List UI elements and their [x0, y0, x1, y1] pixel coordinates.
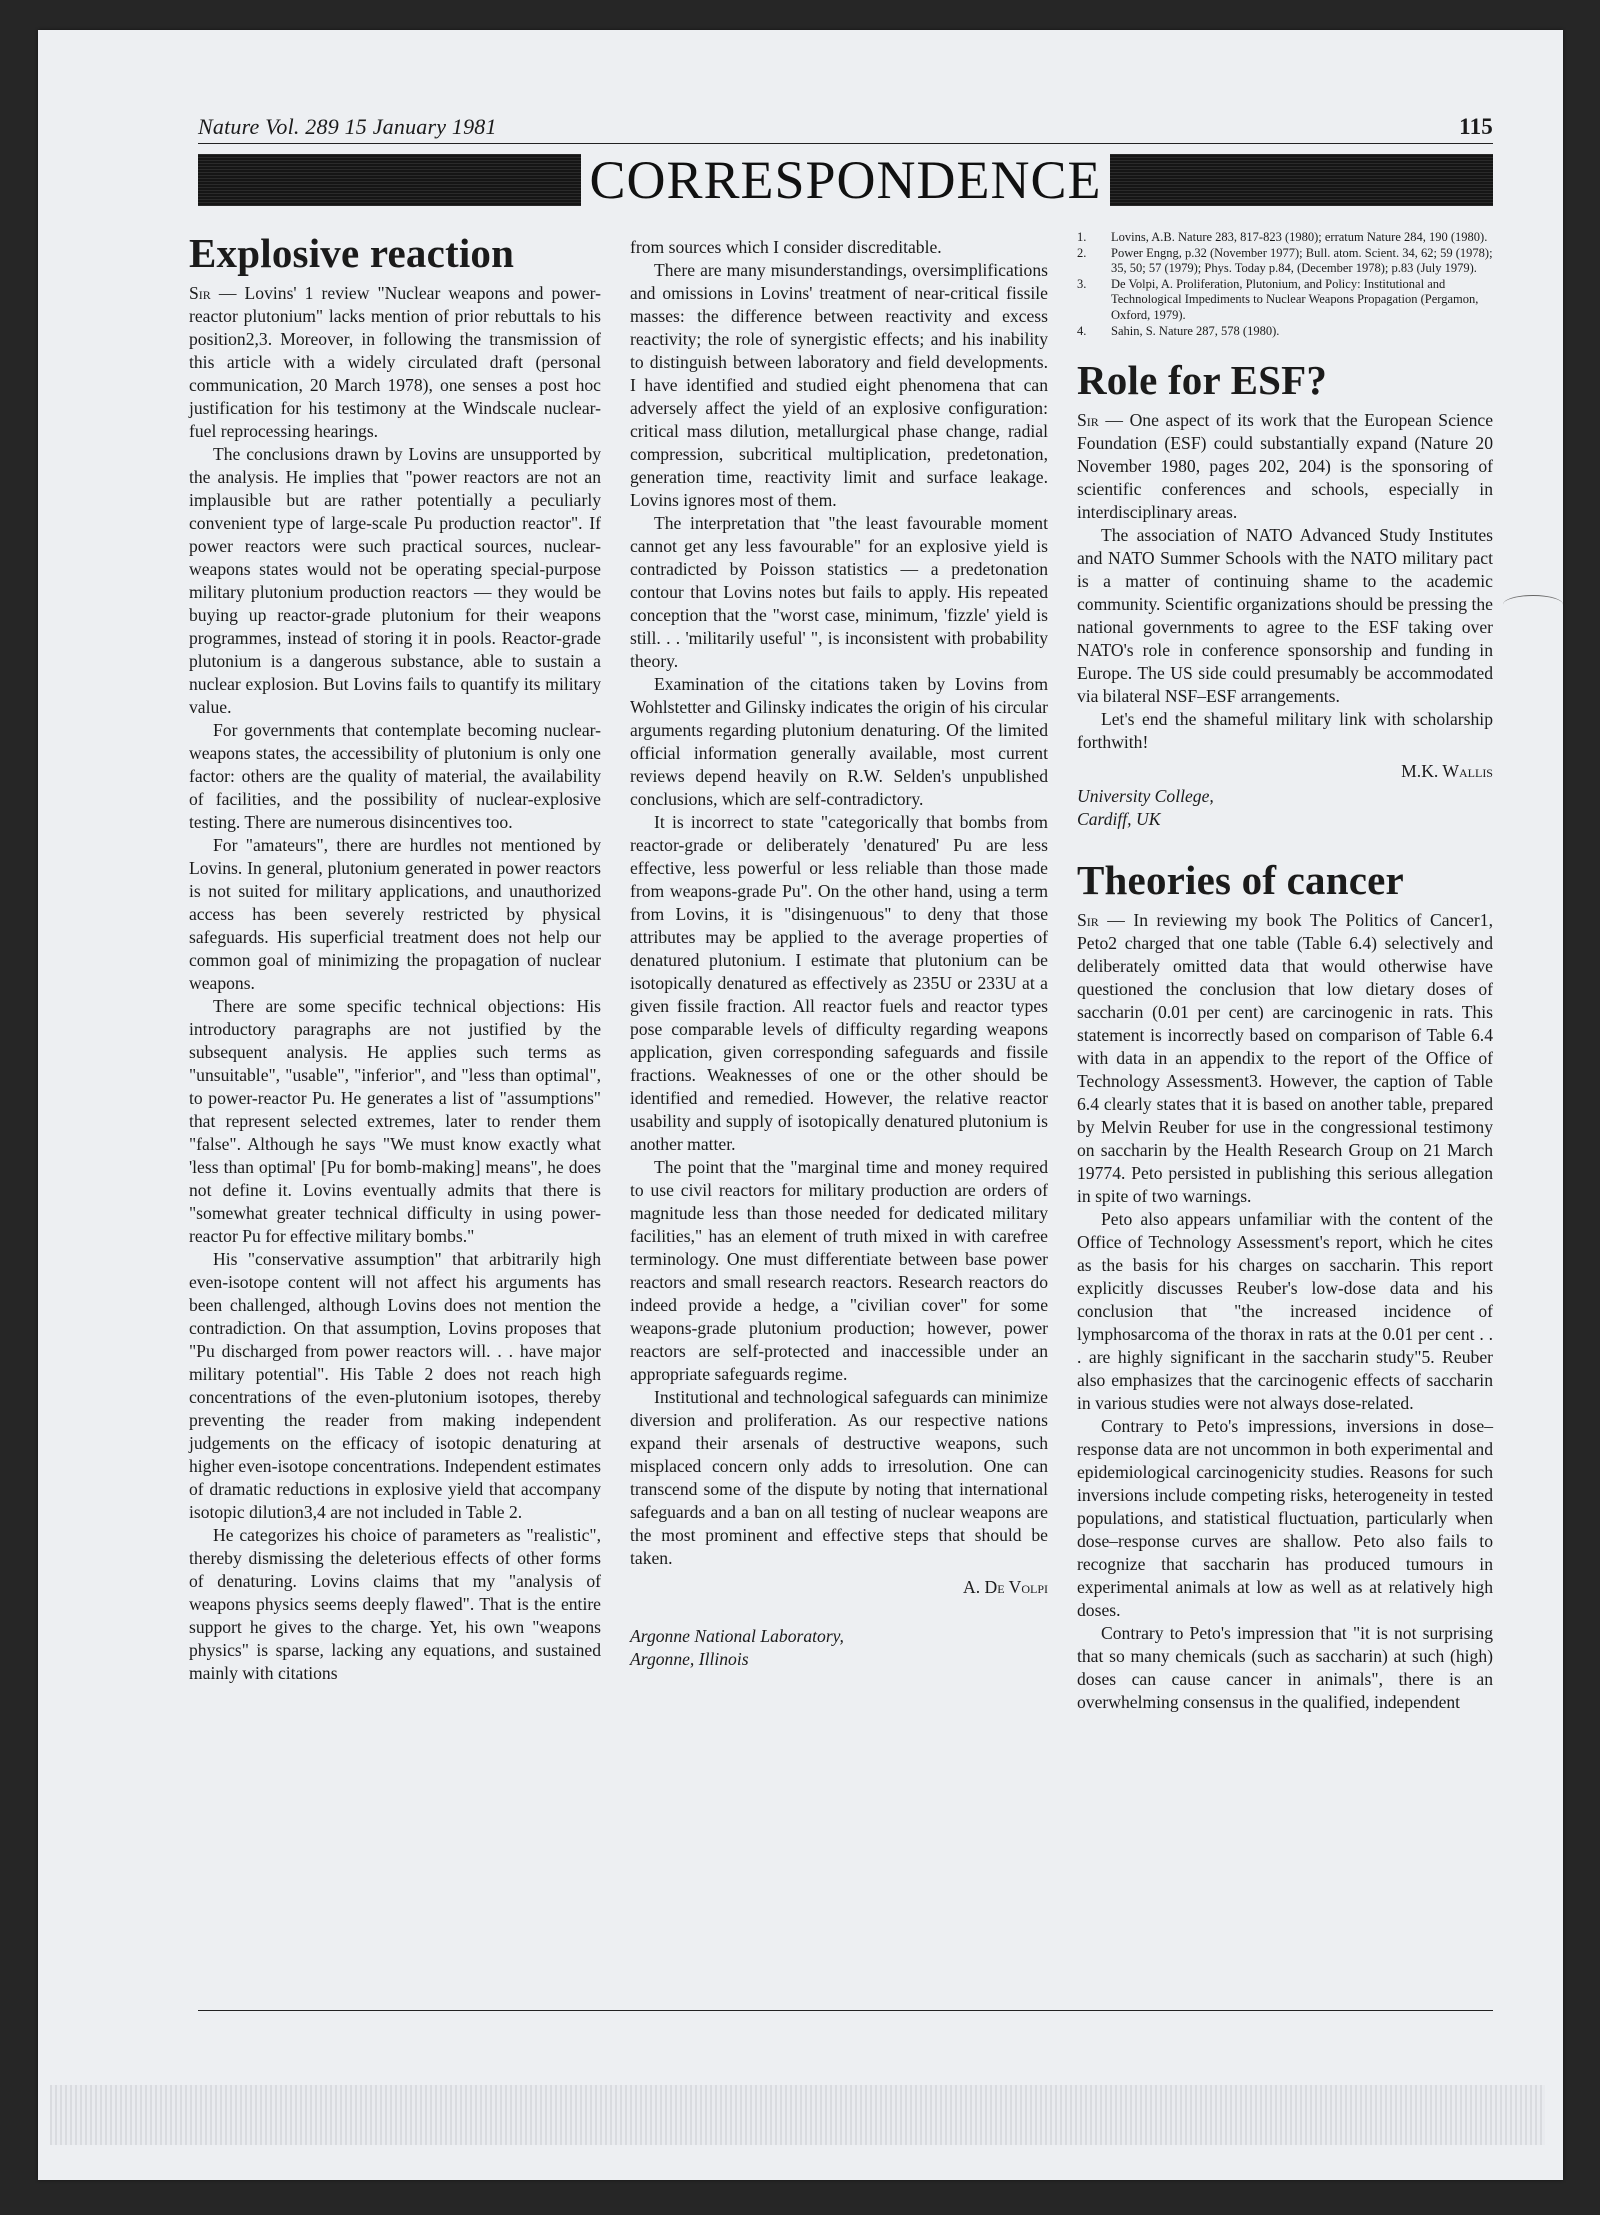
- salutation: Sir: [1077, 410, 1099, 431]
- header-rule: [198, 143, 1493, 144]
- journal-citation: Nature Vol. 289 15 January 1981: [198, 114, 497, 139]
- paragraph: Sir — One aspect of its work that the European Science Foundation (ESF) could substantially expand (Nature 20 November 1980, pages 202, 204) is the sponsoring of scientific conferences and schools, especially in interdisciplinary areas.: [1077, 410, 1493, 523]
- article2-author: M.K. Wallis: [1401, 761, 1493, 782]
- section-title: CORRESPONDENCE: [581, 150, 1109, 210]
- paragraph: Examination of the citations taken by Lovins from Wohlstetter and Gilinsky indicates the origin of his circular arguments regarding plutonium denaturing. Of the limited official information generally available, most current reviews depend heavily on R.W. Selden's unpublished conclusions, which are self-contradictory.: [630, 674, 1048, 809]
- paragraph: Contrary to Peto's impressions, inversions in dose–response data are not uncommon in both experimental and epidemiological carcinogenicity studies. Reasons for such inversions include competing risks, heterogeneity in tested populations, and statistical fluctuation, particularly when dose–response curves are shallow. Peto also fails to recognize that saccharin has produced tumours in experimental animals at low as well as at relatively high doses.: [1077, 1416, 1493, 1621]
- paragraph: It is incorrect to state "categorically that bombs from reactor-grade or deliberately 'denatured' Pu are less effective, less powerful or less reliable than those made from weapons-grade Pu". On the other hand, using a term from Lovins, it is "disingenuous" to deny that those attributes may be applied to the average properties of denatured plutonium. I estimate that plutonium can be isotopically denatured as effectively as 235U or 233U at a given fissile fraction. All reactor fuels and reactor types pose comparable levels of difficulty regarding weapons application, given corresponding safeguards and fissile fractions. Weaknesses of one or the other should be identified and remedied. However, the relative reactor usability and supply of isotopically denatured plutonium is another matter.: [630, 812, 1048, 1154]
- article1-affiliation: Argonne National Laboratory, Argonne, Illinois: [630, 1626, 844, 1669]
- paragraph: For "amateurs", there are hurdles not mentioned by Lovins. In general, plutonium generated in power reactors is not suited for military applications, and unauthorized access has been severely restricted by physical safeguards. His superficial treatment does not help our common goal of minimizing the propagation of nuclear weapons.: [189, 835, 601, 993]
- article1-body-col1: [189, 282, 601, 1685]
- column-2: [630, 236, 1048, 1671]
- article1-body-col2: [630, 236, 1048, 1570]
- article-title-explosive-reaction: Explosive reaction: [189, 230, 515, 276]
- paragraph: Sir — In reviewing my book The Politics of Cancer1, Peto2 charged that one table (Table 6.4) selectively and deliberately omitted data that would otherwise have questioned the conclusion that low dietary doses of saccharin (0.01 per cent) are carcinogenic in rats. This statement is incorrectly based on comparison of Table 6.4 with data in an appendix to the report of the Office of Technology Assessment3. However, the caption of Table 6.4 clearly states that it is based on another table, prepared by Melvin Reuber for use in the congressional testimony on saccharin by the Health Research Group on 21 March 19774. Peto persisted in publishing this serious allegation in spite of two warnings.: [1077, 910, 1493, 1207]
- paragraph: The conclusions drawn by Lovins are unsupported by the analysis. He implies that "power reactors are not an implausible but are rather potentially a peculiarly convenient type of large-scale Pu production reactor". If power reactors were such practical sources, nuclear-weapons states would not be operating special-purpose military plutonium production reactors — they would be buying up reactor-grade plutonium for their weapons programmes, instead of storing it in pools. Reactor-grade plutonium is a dangerous substance, able to sustain a nuclear explosion. But Lovins fails to quantify its military value.: [189, 444, 601, 717]
- journal-page: [38, 30, 1563, 2180]
- paragraph: His "conservative assumption" that arbitrarily high even-isotope content will not affect his arguments has been challenged, although Lovins does not mention the contradiction. On that assumption, Lovins proposes that "Pu discharged from power reactors will. . . have major military potential". His Table 2 does not reach high concentrations of the even-plutonium isotopes, thereby preventing the reader from making independent judgements on the efficacy of isotopic denaturing at higher even-isotope concentrations. Independent estimates of dramatic reductions in explosive yield that accompany isotopic dilution3,4 are not included in Table 2.: [189, 1249, 601, 1522]
- paragraph: Let's end the shameful military link with scholarship forthwith!: [1077, 709, 1493, 753]
- article1-references: [1077, 230, 1493, 339]
- salutation: Sir: [189, 283, 211, 303]
- scan-shadow: [50, 2085, 1545, 2145]
- page-number: 115: [1459, 114, 1493, 139]
- paragraph: from sources which I consider discreditable.: [630, 237, 942, 257]
- paragraph: The association of NATO Advanced Study Institutes and NATO Summer Schools with the NATO military pact is a matter of continuing shame to the academic community. Scientific organizations should be pressing the national governments to agree to the ESF taking over NATO's role in conference sponsorship and funding in Europe. The US side could presumably be accommodated via bilateral NSF–ESF arrangements.: [1077, 525, 1493, 707]
- footer-rule: [198, 2010, 1493, 2011]
- reference-item: 4. Sahin, S. Nature 287, 578 (1980).: [1077, 323, 1280, 338]
- section-banner: [198, 150, 1493, 210]
- article-title-theories-of-cancer: Theories of cancer: [1077, 857, 1404, 904]
- column-3: [1077, 230, 1493, 1714]
- paragraph: The interpretation that "the least favourable moment cannot get any less favourable" for an explosive yield is contradicted by Poisson statistics — a predetonation contour that Lovins notes but fails to apply. His repeated conception that the "worst case, minimum, 'fizzle' yield is still. . . 'militarily useful' ", is inconsistent with probability theory.: [630, 513, 1048, 671]
- paragraph: There are some specific technical objections: His introductory paragraphs are not justified by the subsequent analysis. He applies such terms as "unsuitable", "usable", "inferior", and "less than optimal", to power-reactor Pu. He generates a list of "assumptions" that represent selected extremes, later to render them "false". Although he says "We must know exactly what 'less than optimal' [Pu for bomb-making] means", he does not define it. Lovins eventually admits that there is "somewhat greater technical difficulty in using power-reactor Pu for effective military bombs.": [189, 996, 601, 1246]
- article2-body: [1077, 409, 1493, 754]
- paragraph: Sir — Lovins' 1 review "Nuclear weapons and power-reactor plutonium" lacks mention of prior rebuttals to his position2,3. Moreover, in following the transmission of this article with a widely circulated draft (personal communication, 20 March 1978), one senses a post hoc justification for his testimony at the Windscale nuclear-fuel reprocessing hearings.: [189, 283, 601, 441]
- paragraph: For governments that contemplate becoming nuclear-weapons states, the accessibility of plutonium is only one factor: others are the quality of material, the availability of facilities, and the possibility of nuclear-explosive testing. There are numerous disincentives too.: [189, 720, 601, 832]
- paragraph: There are many misunderstandings, oversimplifications and omissions in Lovins' treatment of near-critical fissile masses: the difference between reactivity and excess reactivity; the role of synergistic effects; and his inability to distinguish between laboratory and field developments. I have identified and studied eight phenomena that can adversely affect the yield of an explosive configuration: critical mass dilution, metallurgical phase change, radial compression, subcritical multiplication, predetonation, generation time, reactivity limit and surface leakage. Lovins ignores most of them.: [630, 260, 1048, 510]
- paragraph: Peto also appears unfamiliar with the content of the Office of Technology Assessment's report, which he cites as the basis for his charges on saccharin. This report explicitly discusses Reuber's low-dose data and his conclusion that "the increased incidence of lymphosarcoma of the thorax in rats at the 0.01 per cent . . . are highly significant in the saccharin study"5. Reuber also emphasizes that the carcinogenic effects of saccharin in various studies were not always dose-related.: [1077, 1209, 1493, 1414]
- reference-item: 3. De Volpi, A. Proliferation, Plutonium, and Policy: Institutional and Technological Impediments to Nuclear Weapons Propagation (Pergamon, Oxford, 1979).: [1077, 276, 1479, 322]
- article1-author: A. De Volpi: [963, 1577, 1048, 1597]
- reference-item: 2. Power Engng, p.32 (November 1977); Bull. atom. Scient. 34, 62; 59 (1978); 35, 50; 57 (1979); Phys. Today p.84, (December 1978); p.83 (July 1979).: [1077, 245, 1493, 276]
- reference-item: 1. Lovins, A.B. Nature 283, 817-823 (1980); erratum Nature 284, 190 (1980).: [1077, 230, 1488, 244]
- paragraph: Institutional and technological safeguards can minimize diversion and proliferation. As our respective nations expand their arsenals of destructive weapons, such misplaced concern only adds to irresolution. One can transcend some of the dispute by noting that international safeguards and a ban on all testing of nuclear weapons are the most prominent and effective steps that should be taken.: [630, 1387, 1048, 1568]
- salutation: Sir: [1077, 910, 1099, 931]
- article3-body: [1077, 909, 1493, 1714]
- paragraph: The point that the "marginal time and money required to use civil reactors for military production are orders of magnitude less than those needed for dedicated military facilities," has an element of truth mixed in with carefree terminology. One must differentiate between base power reactors and small research reactors. Research reactors do indeed provide a hedge, a "civilian cover" for some weapons-grade plutonium production; however, power reactors are self-protected and inaccessible under an appropriate safeguards regime.: [630, 1157, 1048, 1384]
- column-1: [189, 230, 601, 1685]
- margin-mark: [1503, 595, 1563, 614]
- running-header: [198, 114, 1493, 140]
- article2-affiliation: University College, Cardiff, UK: [1077, 786, 1214, 830]
- article-title-role-for-esf: Role for ESF?: [1077, 357, 1328, 404]
- paragraph: He categorizes his choice of parameters as "realistic", thereby dismissing the deleterious effects of other forms of denaturing. Lovins claims that my "analysis of weapons physics seems deeply flawed". That is the entire support he gives to the charge. Yet, his own "weapons physics" is sparse, lacking any equations, and sustained mainly with citations: [189, 1525, 601, 1683]
- paragraph: Contrary to Peto's impression that "it is not surprising that so many chemicals (such as saccharin) at such (high) doses can cause cancer in animals", there is an overwhelming consensus in the qualified, independent: [1077, 1623, 1493, 1713]
